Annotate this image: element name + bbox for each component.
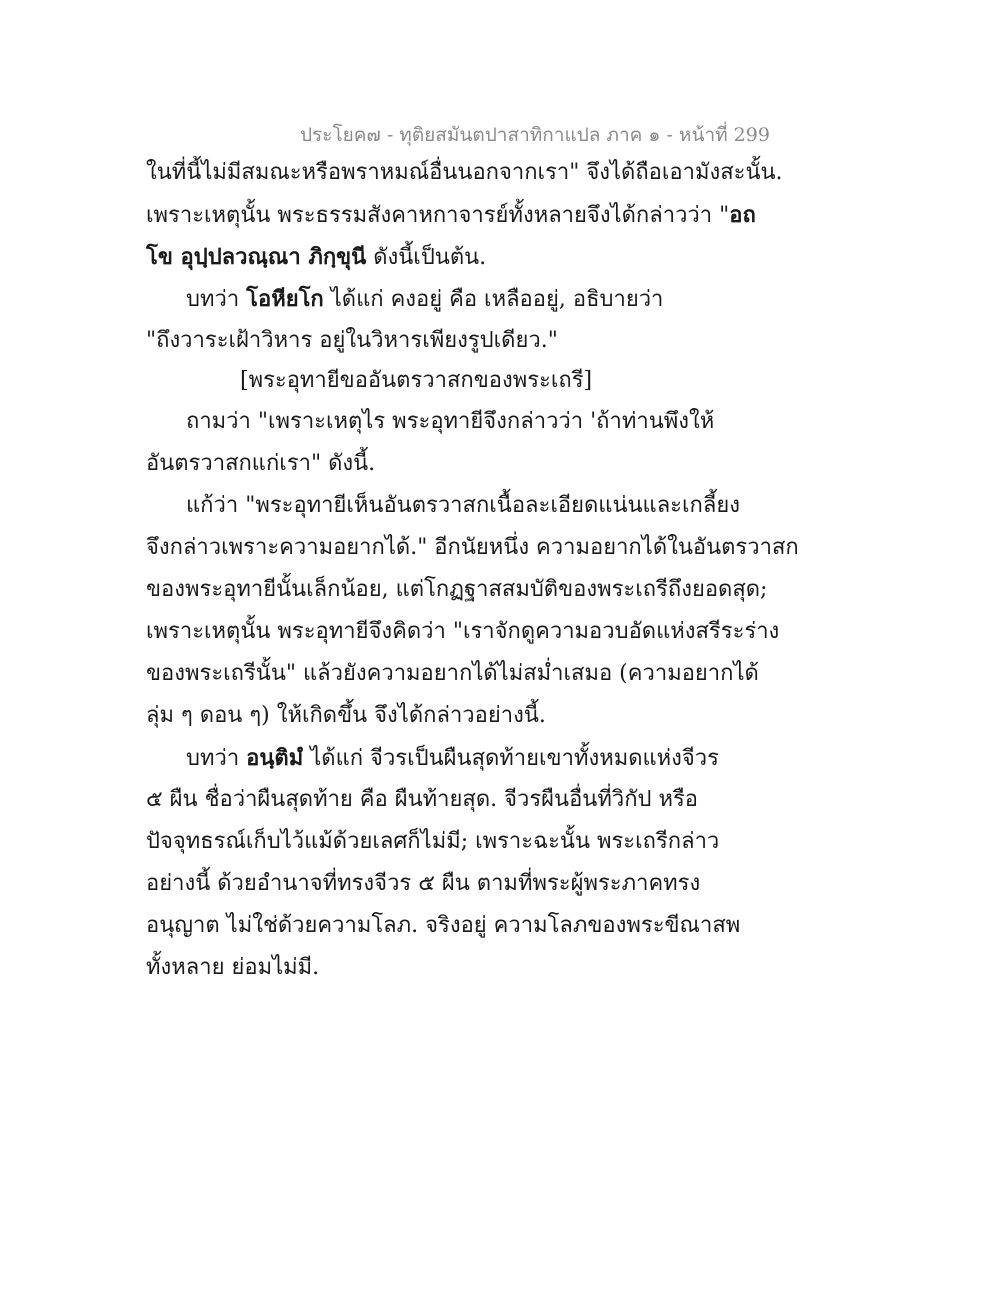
running-head-text: ประโยค๗ - ทุติยสมันตปาสาทิกาแปล ภาค ๑ - หน้าที่ 299 [300, 124, 770, 146]
text-line-14-a: บทว่า [186, 746, 247, 771]
text-line-4-c: ได้แก่ คงอยู่ คือ เหลืออยู่, อธิบายว่า [323, 287, 664, 312]
pali-quote: โข อุปฺปลวณฺณา ภิกฺขุนี [146, 244, 367, 270]
section-heading: [พระอุทายีขออันตรวาสกของพระเถรี] [240, 368, 593, 393]
text-line-10: ของพระอุทายีนั้นเล็กน้อย, แต่โกฏฐาสสมบัติของพระเถรีถึงยอดสุด; [146, 577, 768, 602]
text-line-11: เพราะเหตุนั้น พระอุทายีจึงคิดว่า "เราจักดูความอวบอัดแห่งสรีระร่าง [146, 619, 780, 644]
text-line-13: ลุ่ม ๆ ดอน ๆ) ให้เกิดขึ้น จึงได้กล่าวอย่างนี้. [146, 703, 546, 728]
text-line-3 [146, 242, 486, 273]
text-line-4-a: บทว่า [186, 287, 247, 312]
text-line-16: ปัจจุทธรณ์เก็บไว้แม้ด้วยเลศก็ไม่มี; เพราะฉะนั้น พระเถรีกล่าว [146, 829, 720, 854]
text-line-18: อนุญาต ไม่ใช่ด้วยความโลภ. จริงอยู่ ความโลภของพระขีณาสพ [146, 913, 741, 938]
text-line-7: อันตรวาสกแก่เรา" ดังนี้. [146, 451, 376, 476]
text-line-6: ถามว่า "เพราะเหตุไร พระอุทายีจึงกล่าวว่า 'ถ้าท่านพึงให้ [186, 409, 715, 434]
text-line-17: อย่างนี้ ด้วยอำนาจที่ทรงจีวร ๕ ผืน ตามที่พระผู้พระภาคทรง [146, 871, 701, 896]
pali-term-antimam: อนฺติมํ [246, 745, 304, 771]
text-line-14-c: ได้แก่ จีวรเป็นผืนสุดท้ายเขาทั้งหมดแห่งจีวร [303, 746, 719, 771]
pali-term-atha: อถ [729, 202, 756, 228]
text-line-1: ในที่นี้ไม่มีสมณะหรือพราหมณ์อื่นนอกจากเรา" จึงได้ถือเอามังสะนั้น. [146, 160, 783, 185]
text-line-4 [186, 284, 663, 315]
text-line-2-a: เพราะเหตุนั้น พระธรรมสังคาหกาจารย์ทั้งหลายจึงได้กล่าวว่า " [146, 203, 730, 228]
text-line-15: ๕ ผืน ชื่อว่าผืนสุดท้าย คือ ผืนท้ายสุด. จีวรผืนอื่นที่วิกัป หรือ [146, 787, 699, 812]
text-line-3-b: ดังนี้เป็นต้น. [366, 245, 487, 270]
text-line-19: ทั้งหลาย ย่อมไม่มี. [146, 955, 320, 980]
text-line-9: จึงกล่าวเพราะความอยากได้." อีกนัยหนึ่ง ความอยากได้ในอันตรวาสก [146, 535, 799, 560]
pali-term-ohiyako: โอหียโก [246, 286, 324, 312]
text-line-2 [146, 200, 756, 231]
text-line-14 [186, 743, 719, 774]
text-line-8: แก้ว่า "พระอุทายีเห็นอันตรวาสกเนื้อละเอียดแน่นและเกลี้ยง [186, 493, 740, 518]
text-line-5: "ถึงวาระเฝ้าวิหาร อยู่ในวิหารเพียงรูปเดียว." [146, 328, 558, 353]
text-line-12: ของพระเถรีนั้น" แล้วยังความอยากได้ไม่สม่ำเสมอ (ความอยากได้ [146, 661, 759, 686]
